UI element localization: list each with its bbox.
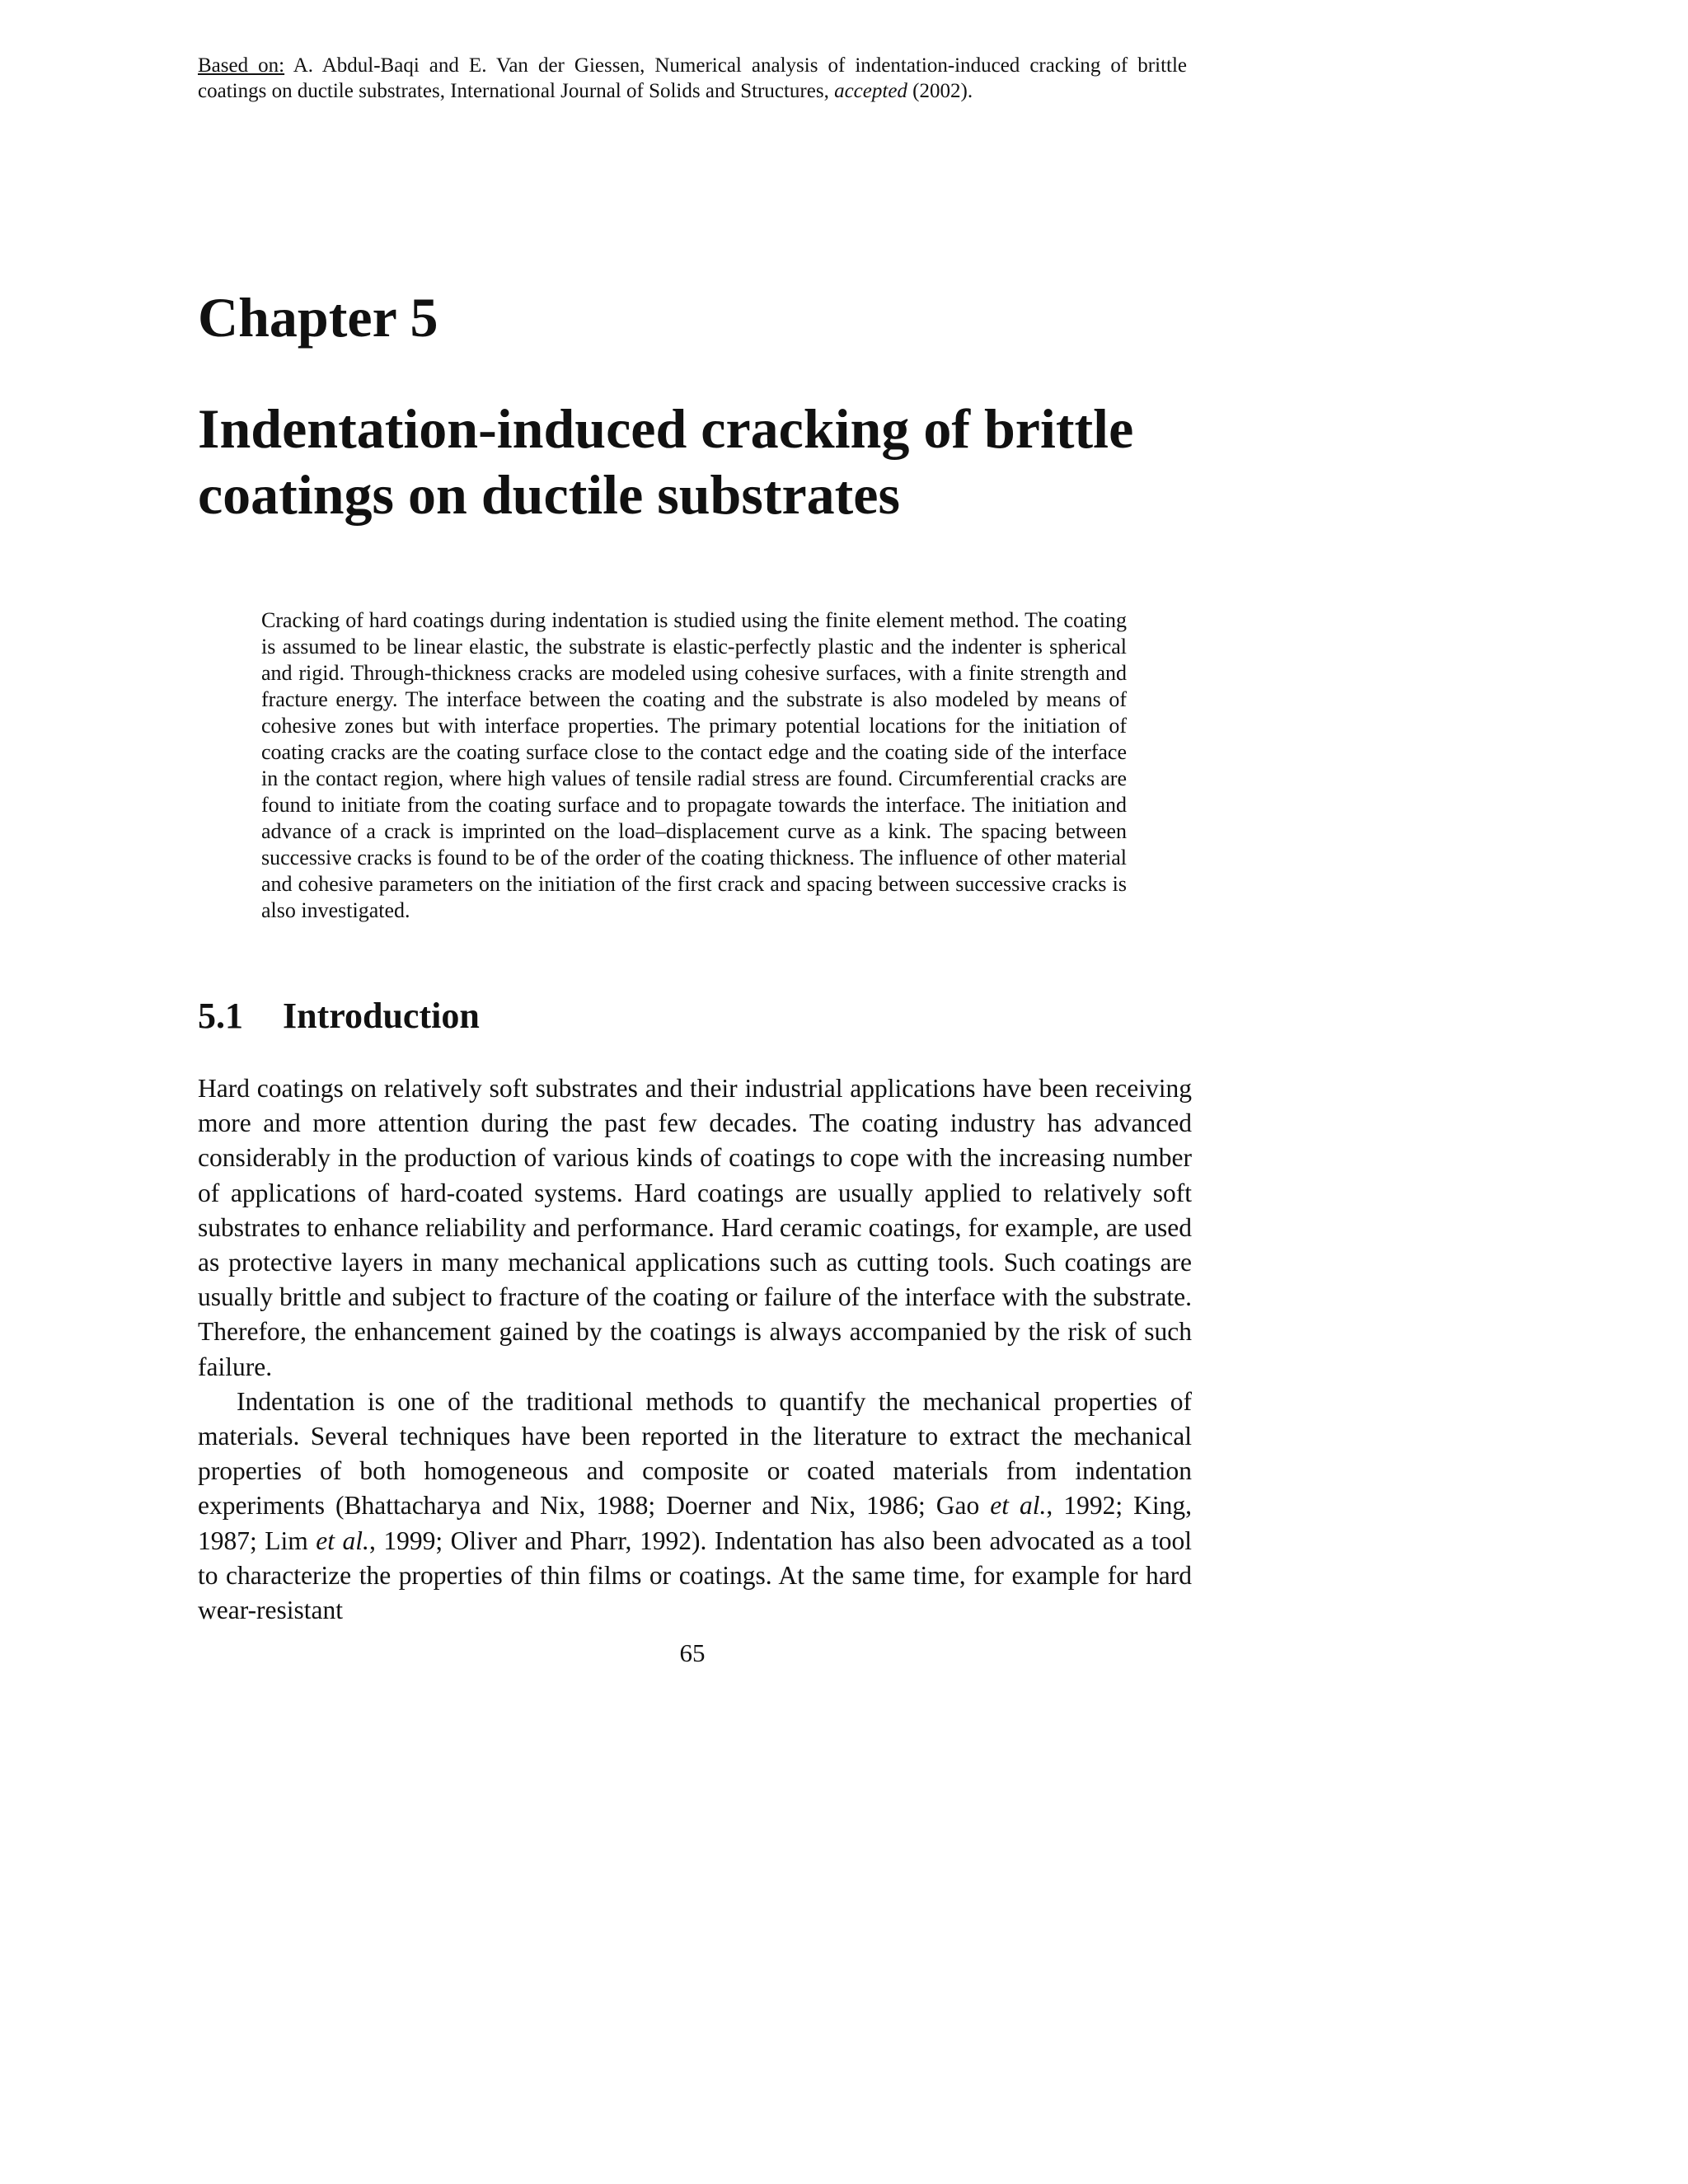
chapter-title-line-1: Indentation-induced cracking of brittle <box>198 397 1134 460</box>
abstract: Cracking of hard coatings during indentation is studied using the finite element method. The coating is assumed to be linear elastic, the substrate is elastic-perfectly plastic and the indenter is spherical and rigid. Through-thickness cracks are modeled using cohesive surfaces, with a finite strength and fracture energy. The interface between the coating and the substrate is also modeled by means of cohesive zones but with interface properties. The primary potential locations for the initiation of coating cracks are the coating surface close to the contact edge and the coating side of the interface in the contact region, where high values of tensile radial stress are found. Circumferential cracks are found to initiate from the coating surface and to propagate towards the interface. The initiation and advance of a crack is imprinted on the load–displacement curve as a kink. The spacing between successive cracks is found to be of the order of the coating thickness. The influence of other material and cohesive parameters on the initiation of the first crack and spacing between successive cracks is also investigated. <box>261 608 1127 922</box>
section-title: Introduction <box>283 996 480 1036</box>
paragraph-2-part-1: Indentation is one of the traditional methods to quantify the mechanical properties of materials. Several techniques have been reported in the literature to extract the mechanical properties of both homogeneous and composite or coated materials from indentation experiments (Bhattacharya and Nix, 1988; Doerner and Nix, 1986; Gao <box>198 1386 1192 1521</box>
source-citation <box>198 53 1187 104</box>
et-al-1: et al. <box>990 1491 1047 1521</box>
body-text <box>198 1071 1192 1628</box>
section-heading <box>198 993 480 1039</box>
paragraph-2 <box>198 1385 1192 1628</box>
chapter-title <box>198 396 1269 527</box>
section-number: 5.1 <box>198 996 243 1036</box>
paragraph-2-part-3: , 1999; Oliver and Pharr, 1992). Indentation has also been advocated as a tool to characterize the properties of thin films or coatings. At the same time, for example for hard wear-resistant <box>198 1526 1193 1625</box>
citation-year: (2002). <box>907 80 973 102</box>
page-number: 65 <box>679 1638 706 1667</box>
citation-status: accepted <box>834 80 907 102</box>
chapter-title-line-2: coatings on ductile substrates <box>198 463 900 526</box>
based-on-label: Based on: <box>198 54 285 77</box>
citation-text: A. Abdul-Baqi and E. Van der Giessen, Numerical analysis of indentation-induced cracking of brittle coatings on ductile substrates, International Journal of Solids and Structures, <box>198 54 1188 102</box>
paragraph-2-part-2: , 1992; King, 1987; Lim <box>198 1491 1192 1555</box>
et-al-2: et al. <box>316 1526 369 1555</box>
paragraph-1: Hard coatings on relatively soft substrates and their industrial applications have been receiving more and more attention during the past few decades. The coating industry has advanced considerably in the production of various kinds of coatings to cope with the increasing number of applications of hard-coated systems. Hard coatings are usually applied to relatively soft substrates to enhance reliability and performance. Hard ceramic coatings, for example, are used as protective layers in many mechanical applications such as cutting tools. Such coatings are usually brittle and subject to fracture of the coating or failure of the interface with the substrate. Therefore, the enhancement gained by the coatings is always accompanied by the risk of such failure. <box>198 1074 1192 1381</box>
chapter-number: Chapter 5 <box>198 286 438 349</box>
